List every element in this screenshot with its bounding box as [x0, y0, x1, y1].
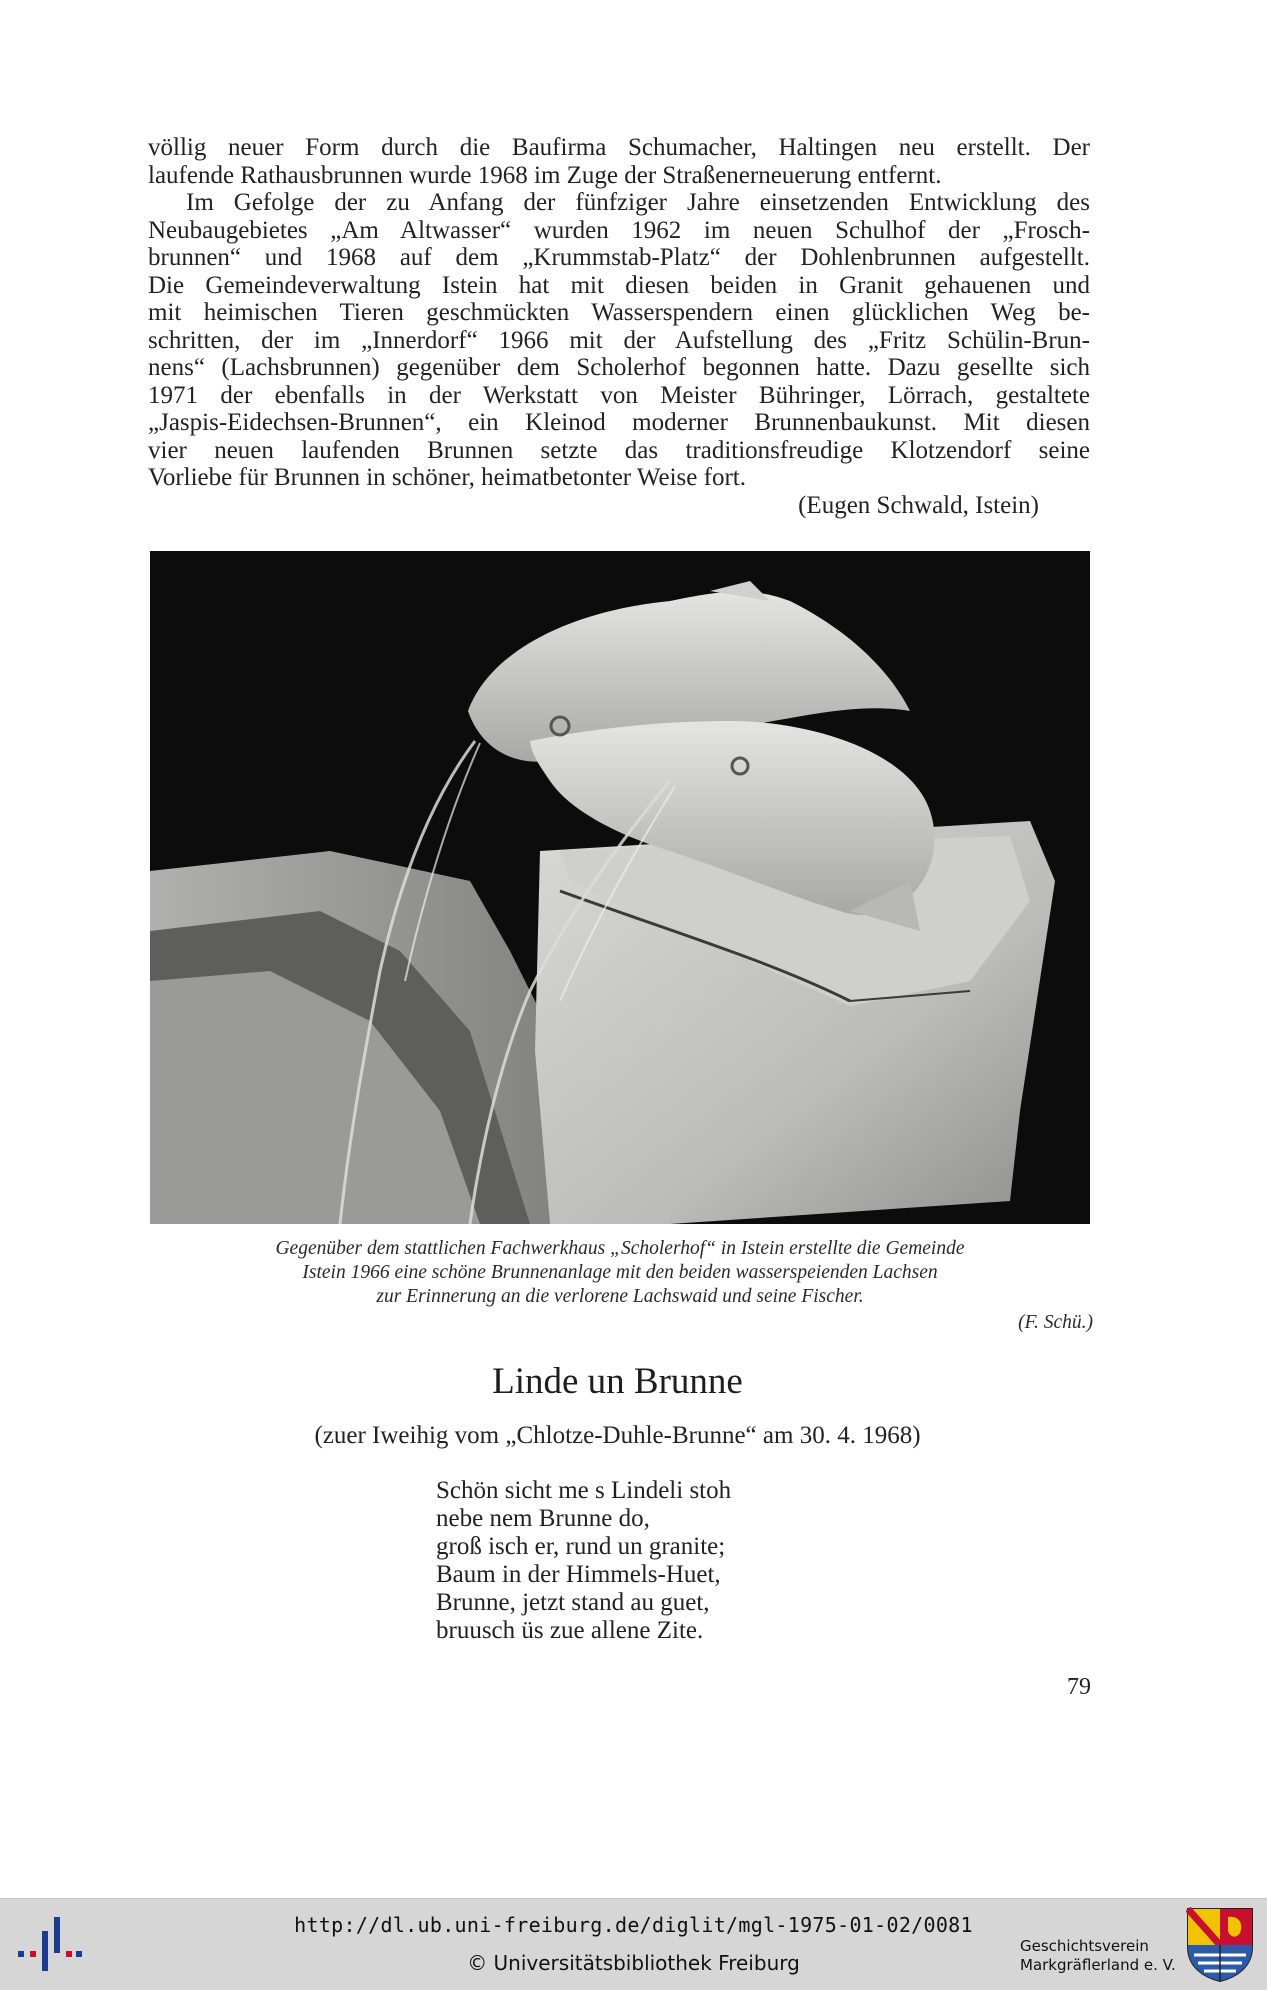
text-line: Im Gefolge der zu Anfang der fünfziger Jahre einsetzenden Entwicklung des [186, 189, 1090, 216]
poem-line: Schön sicht me s Lindeli stoh [436, 1477, 732, 1504]
text-line: völlig neuer Form durch die Baufirma Schumacher, Haltingen neu erstellt. Der [148, 134, 1090, 161]
coat-of-arms-icon[interactable] [1186, 1907, 1254, 1983]
poem-body [436, 1477, 731, 1645]
article-paragraph-1 [148, 134, 1090, 189]
permalink-url[interactable]: http://dl.ub.uni-freiburg.de/diglit/mgl-1975-01-02/0081 [294, 1913, 973, 1937]
society-line: Geschichtsverein [1020, 1937, 1149, 1955]
caption-line: Gegenüber dem stattlichen Fachwerkhaus „Scholerhof“ in Istein erstellte die Gemeinde [275, 1238, 965, 1259]
poem-line: Baum in der Himmels-Huet, [436, 1561, 721, 1588]
poem-title: Linde un Brunne [492, 1361, 743, 1402]
fountain-photo [150, 551, 1090, 1224]
poem-line: nebe nem Brunne do, [436, 1505, 650, 1532]
text-line: laufende Rathausbrunnen wurde 1968 im Zuge der Straßenerneuerung entfernt. [148, 161, 942, 189]
poem-subtitle: (zuer Iweihig vom „Chlotze-Duhle-Brunne“ am 30. 4. 1968) [314, 1422, 921, 1449]
text-line: schritten, der im „Innerdorf“ 1966 mit der Aufstellung des „Fritz Schülin-Brun- [148, 326, 1090, 354]
page-number: 79 [1067, 1674, 1091, 1700]
text-line: brunnen“ und 1968 auf dem „Krummstab-Platz“ der Dohlenbrunnen aufgestellt. [148, 244, 1090, 271]
poem-line: Brunne, jetzt stand au guet, [436, 1589, 710, 1616]
text-line: mit heimischen Tieren geschmückten Wasserspendern einen glücklichen Weg be- [148, 299, 1090, 326]
photo-caption [160, 1237, 1080, 1309]
text-line: vier neuen laufenden Brunnen setzte das traditionsfreudige Klotzendorf seine [148, 436, 1090, 464]
society-line: Markgräflerland e. V. [1020, 1956, 1176, 1974]
text-line: nens“ (Lachsbrunnen) gegenüber dem Scholerhof begonnen hatte. Dazu gesellte sich [148, 354, 1090, 381]
article-paragraph-2 [148, 189, 1090, 492]
text-line: Neubaugebietes „Am Altwasser“ wurden 1962 im neuen Schulhof der „Frosch- [148, 216, 1090, 244]
text-line: 1971 der ebenfalls in der Werkstatt von Meister Bühringer, Lörrach, gestaltete [148, 381, 1090, 409]
society-name [1020, 1937, 1176, 1975]
photo-credit: (F. Schü.) [1018, 1312, 1093, 1333]
caption-line: zur Erinnerung an die verlorene Lachswaid und seine Fischer. [376, 1286, 864, 1307]
fountain-photo-illustration [150, 551, 1090, 1224]
caption-line: Istein 1966 eine schöne Brunnenanlage mit den beiden wasserspeienden Lachsen [302, 1262, 938, 1283]
text-line: Vorliebe für Brunnen in schöner, heimatbetonter Weise fort. [148, 464, 746, 491]
viewer-footer [0, 1898, 1267, 1990]
poem-line: bruusch üs zue allene Zite. [436, 1617, 704, 1644]
text-line: „Jaspis-Eidechsen-Brunnen“, ein Kleinod moderner Brunnenbaukunst. Mit diesen [148, 409, 1090, 436]
text-line: Die Gemeindeverwaltung Istein hat mit diesen beiden in Granit gehauenen und [148, 271, 1090, 299]
poem-line: groß isch er, rund un granite; [436, 1533, 726, 1560]
copyright-notice: © Universitätsbibliothek Freiburg [467, 1951, 800, 1975]
article-signature: (Eugen Schwald, Istein) [798, 492, 1039, 519]
